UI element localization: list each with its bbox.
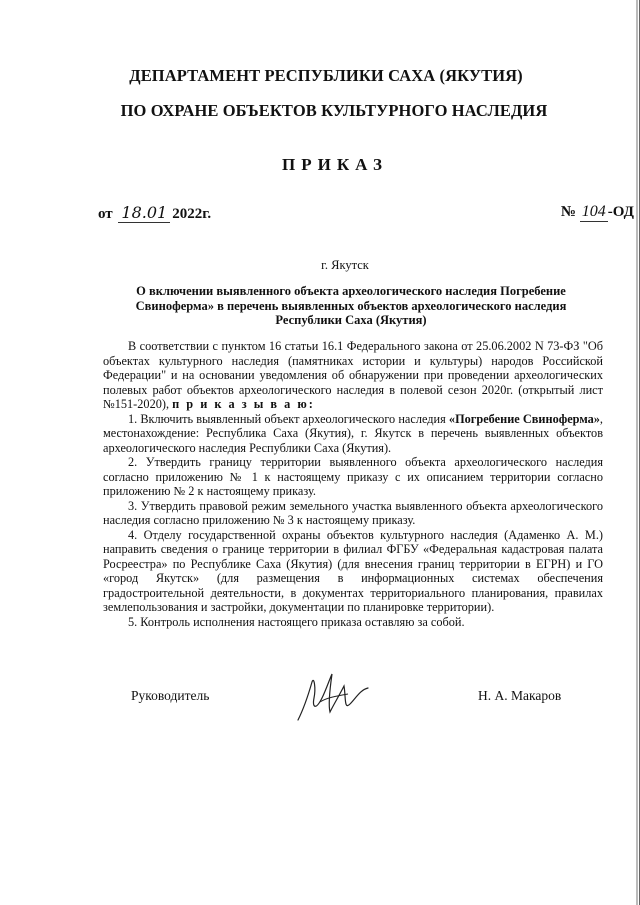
item-2: 2. Утвердить границу территории выявленного объекта археологического наследия согласно приложению № 1 к настоящему приказу с их описанием территории согласно приложению № 2 к настоящему приказу. xyxy=(103,455,603,498)
item-1-text-a: 1. Включить выявленный объект археологического наследия xyxy=(128,411,446,426)
department-title-line2: ПО ОХРАНЕ ОБЪЕКТОВ КУЛЬТУРНОГО НАСЛЕДИЯ xyxy=(120,101,548,120)
number-handwritten: 104 xyxy=(581,203,606,220)
item-1 xyxy=(103,412,603,456)
preamble-paragraph xyxy=(103,339,603,412)
order-number xyxy=(561,203,634,222)
number-suffix: -ОД xyxy=(607,204,634,220)
scan-edge xyxy=(636,0,638,905)
item-1-text-c: , местонахождение: Республика Саха (Якутия), г. Якутск в перечень выявленных объектов археологического наследия Республики Саха (Якутия). xyxy=(103,411,603,455)
number-prefix: № xyxy=(560,204,576,220)
date-suffix: 2022г. xyxy=(172,206,212,222)
order-date xyxy=(98,203,211,223)
handwritten-signature xyxy=(290,668,380,728)
date-prefix: от xyxy=(98,206,113,222)
department-title-line1: ДЕПАРТАМЕНТ РЕСПУБЛИКИ САХА (ЯКУТИЯ) xyxy=(129,66,523,85)
item-1-object-name: «Погребение Свиноферма» xyxy=(448,411,600,426)
signatory-name: Н. А. Макаров xyxy=(478,688,562,703)
preamble-text: В соответствии с пунктом 16 статьи 16.1 Федерального закона от 25.06.2002 N 73-ФЗ "Об объектах культурного наследия (памятниках истории и культуры) народов Российской Федерации" и на основании уведомления об обнаружении при проведении археологических полевых работ объектов археологического наследия в полевой сезон 2020г. (открытый лист №151-2020), xyxy=(103,339,603,411)
date-handwritten: 18.01 xyxy=(118,203,170,223)
order-subject: О включении выявленного объекта археологического наследия Погребение Свиноферма» в перечень выявленных объектов археологического наследия Республики Саха (Якутия) xyxy=(135,284,567,327)
signatory-position: Руководитель xyxy=(131,688,210,703)
order-verb: п р и к а з ы в а ю: xyxy=(172,397,315,411)
order-body xyxy=(103,339,603,629)
item-3: 3. Утвердить правовой режим земельного участка выявленного объекта археологического наследия согласно приложению № 3 к настоящему приказу. xyxy=(103,498,603,527)
item-5: 5. Контроль исполнения настоящего приказа оставляю за собой. xyxy=(128,614,465,629)
item-4: 4. Отделу государственной охраны объектов культурного наследия (Адаменко А. М.) направить сведения о границе территории в филиал ФГБУ «Федеральная кадастровая палата Росреестра» по Республике Саха (Якутия) (для внесения границ территории в ЕГРН) и ГО «город Якутск» (для размещения в информационных системах обеспечения градостроительной деятельности, в документах территориального планирования, правилах землепользования и застройки, документации по планировке территории). xyxy=(103,527,603,614)
city-line: г. Якутск xyxy=(321,258,369,272)
document-title: ПРИКАЗ xyxy=(282,155,388,174)
